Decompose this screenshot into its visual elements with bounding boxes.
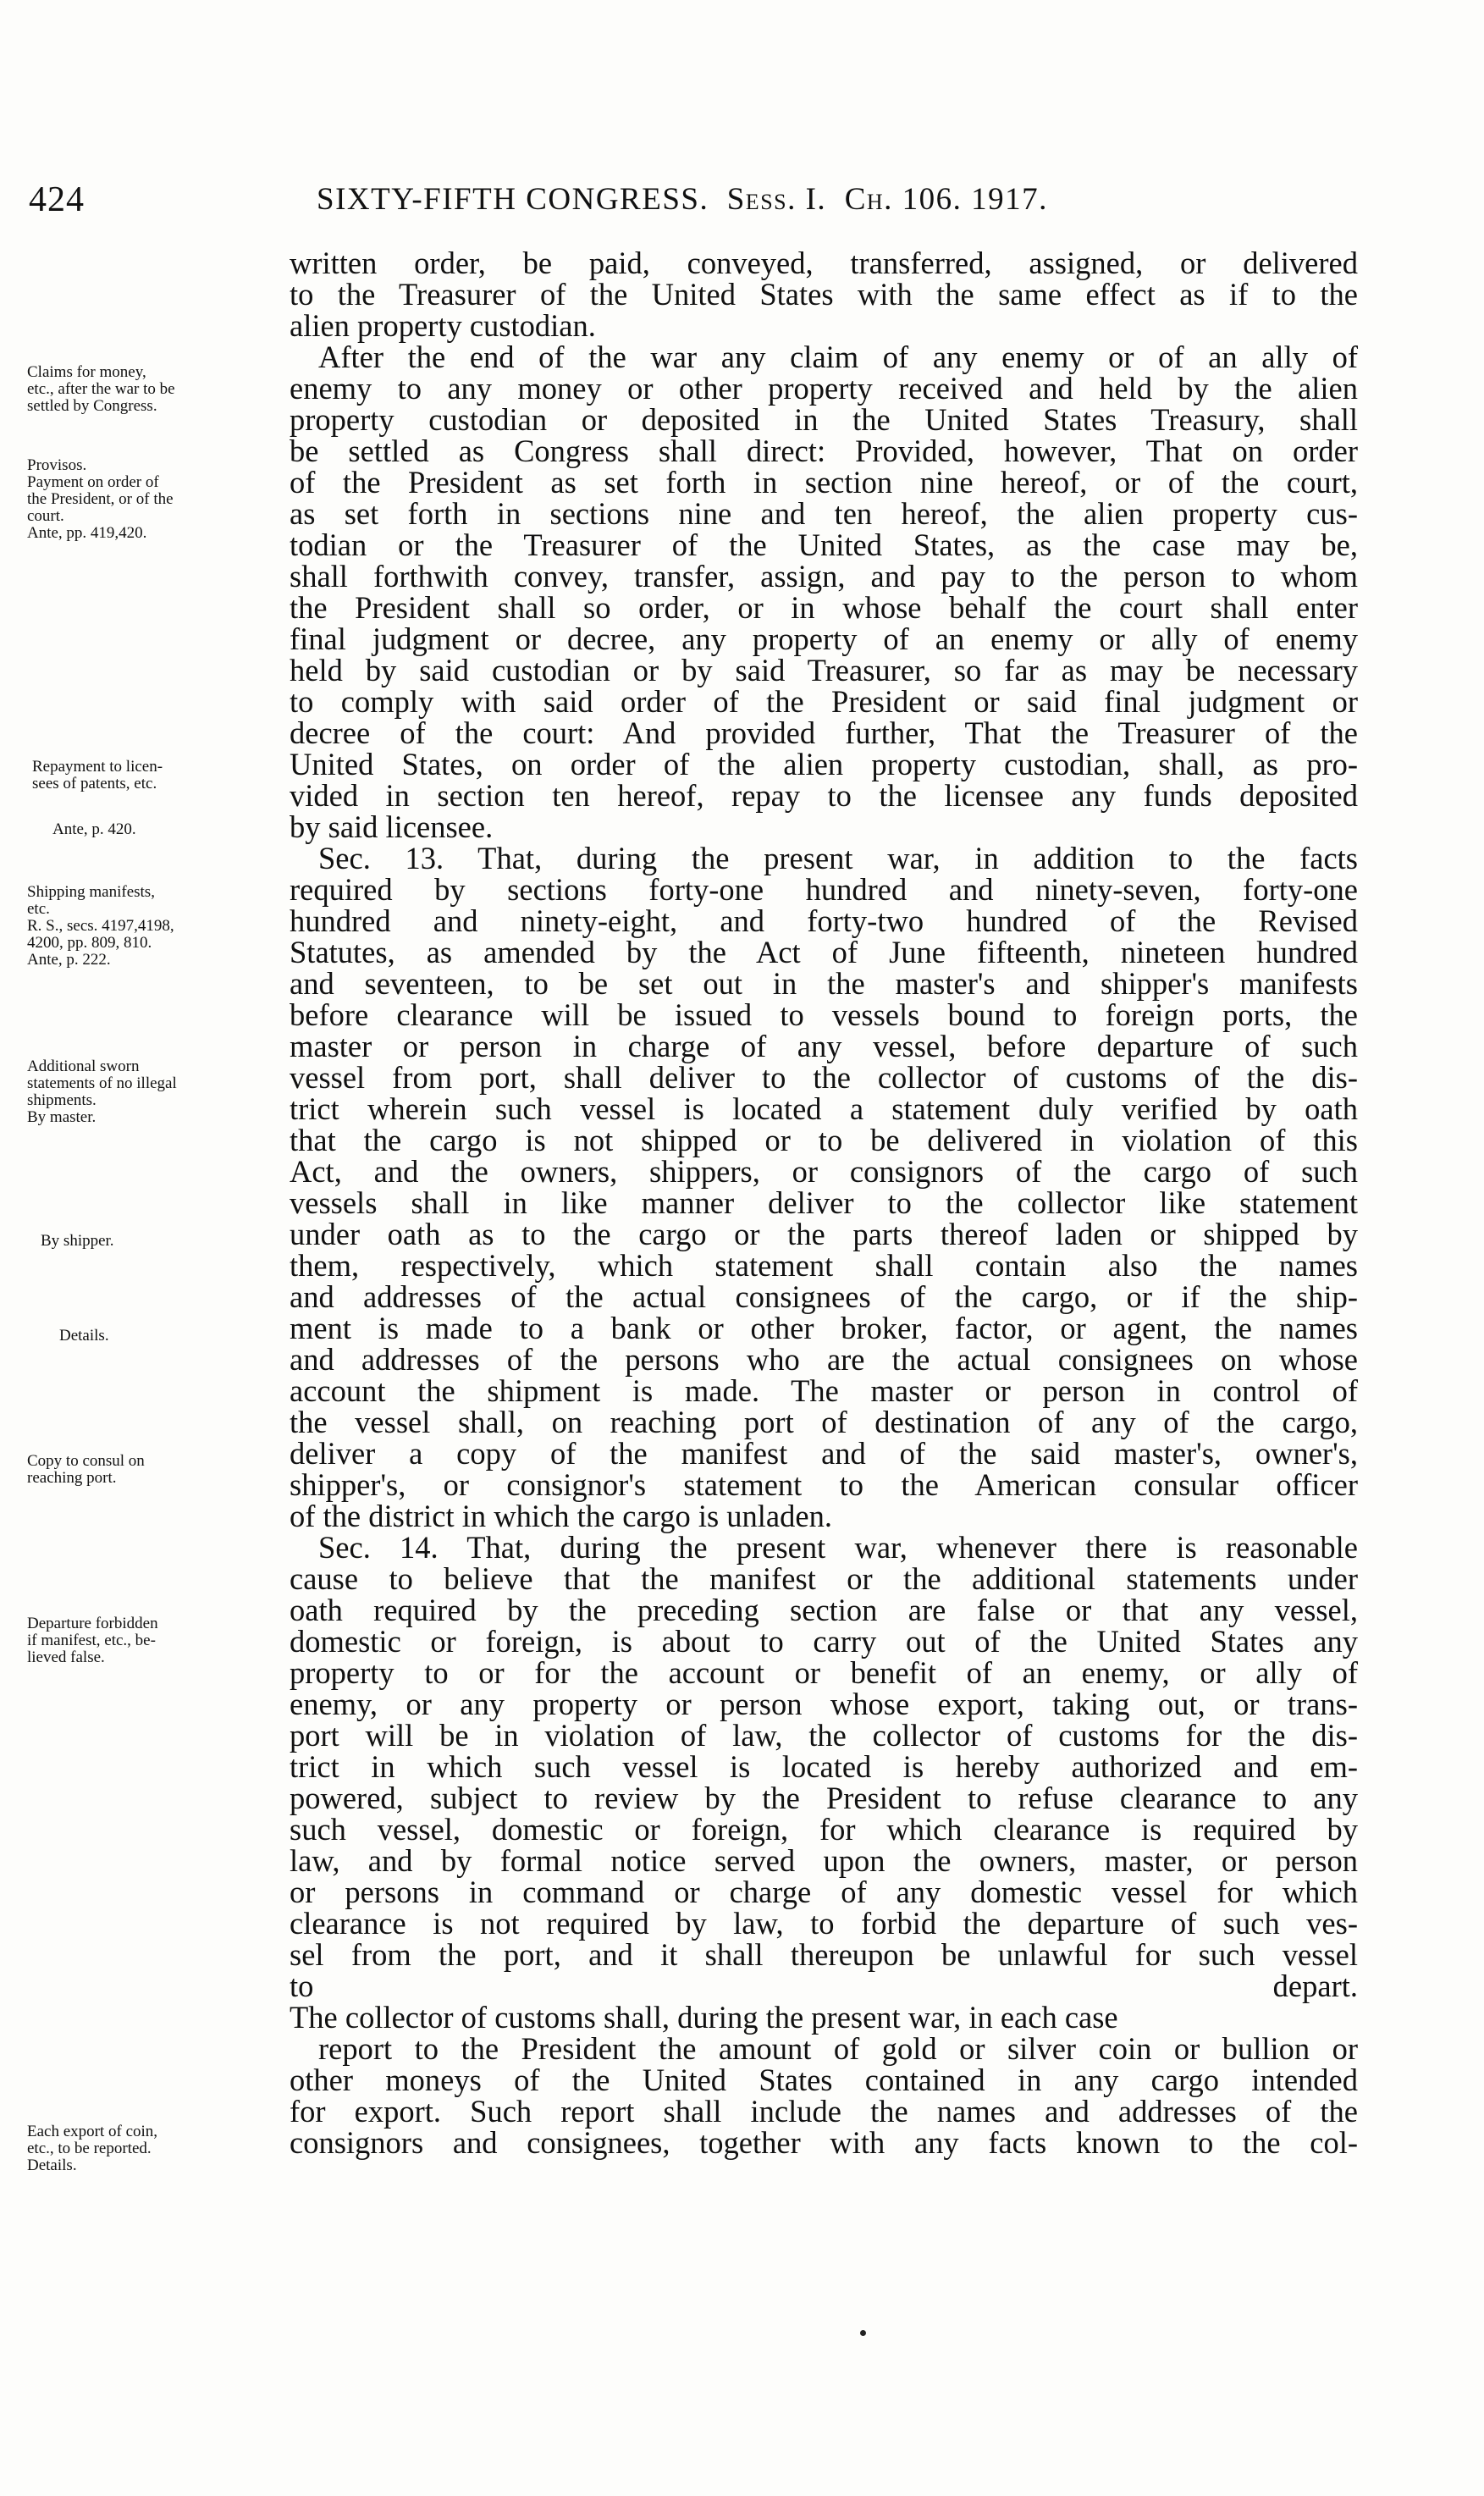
text-line: and addresses of the actual consignees of the cargo, or if the ship- [290, 1279, 1358, 1314]
text-line: todian or the Treasurer of the United States, as the case may be, [290, 527, 1358, 562]
marginal-note: Each export of coin, etc., to be reported. Details. [27, 2123, 158, 2174]
footer-mark [860, 2330, 866, 2336]
text-line: domestic or foreign, is about to carry out of the United States any [290, 1624, 1358, 1659]
text-line: Sec. 14. That, during the present war, whenever there is reasonable [318, 1530, 1358, 1565]
text-line: other moneys of the United States contained in any cargo intended [290, 2063, 1358, 2097]
page-number: 424 [29, 180, 85, 219]
text-line: or persons in command or charge of any domestic vessel for which [290, 1875, 1358, 1909]
text-line: powered, subject to review by the President to refuse clearance to any [290, 1781, 1358, 1815]
text-line: the vessel shall, on reaching port of destination of any of the cargo, [290, 1405, 1358, 1439]
running-head [317, 181, 1048, 218]
text-line: required by sections forty-one hundred and ninety-seven, forty-one [290, 872, 1358, 907]
text-line: by said licensee. [290, 809, 494, 844]
marginal-note: Claims for money, etc., after the war to be settled by Congress. [27, 363, 175, 415]
text-line: that the cargo is not shipped or to be delivered in violation of this [290, 1123, 1358, 1157]
text-line: clearance is not required by law, to forbid the departure of such ves- [290, 1906, 1358, 1941]
text-line: as set forth in sections nine and ten hereof, the alien property cus- [290, 496, 1358, 531]
text-line: master or person in charge of any vessel, before departure of such [290, 1029, 1358, 1063]
marginal-note: Departure forbidden if manifest, etc., be- lieved false. [27, 1615, 158, 1666]
text-line: deliver a copy of the manifest and of the said master's, owner's, [290, 1436, 1358, 1471]
text-line: law, and by formal notice served upon the owners, master, or person [290, 1843, 1358, 1878]
text-line: alien property custodian. [290, 308, 596, 343]
text-line: them, respectively, which statement shall contain also the names [290, 1248, 1358, 1283]
running-head-congress: SIXTY-FIFTH CONGRESS. [317, 182, 709, 217]
text-line: written order, be paid, conveyed, transferred, assigned, or delivered [290, 246, 1358, 280]
text-line: trict in which such vessel is located is hereby authorized and em- [290, 1749, 1358, 1784]
text-line: to depart. [290, 1969, 1358, 2003]
text-line: and addresses of the persons who are the actual consignees on whose [290, 1342, 1358, 1377]
text-line: trict wherein such vessel is located a statement duly verified by oath [290, 1091, 1358, 1126]
text-line: for export. Such report shall include the names and addresses of the [290, 2094, 1358, 2129]
text-line: United States, on order of the alien property custodian, shall, as pro- [290, 747, 1358, 781]
text-line: property custodian or deposited in the United States Treasury, shall [290, 402, 1358, 437]
text-line: hundred and ninety-eight, and forty-two hundred of the Revised [290, 903, 1358, 938]
marginal-note: Ante, p. 420. [52, 820, 136, 838]
text-line: Statutes, as amended by the Act of June fifteenth, nineteen hundred [290, 935, 1358, 969]
text-line: sel from the port, and it shall thereupon be unlawful for such vessel [290, 1937, 1358, 1972]
marginal-note: Details. [59, 1327, 109, 1345]
text-line: such vessel, domestic or foreign, for which clearance is required by [290, 1812, 1358, 1847]
text-line: vided in section ten hereof, repay to the licensee any funds deposited [290, 778, 1358, 813]
marginal-note: Copy to consul on reaching port. [27, 1452, 145, 1487]
text-line: enemy, or any property or person whose export, taking out, or trans- [290, 1687, 1358, 1721]
text-line: be settled as Congress shall direct: Provided, however, That on order [290, 433, 1358, 468]
marginal-note: Additional sworn statements of no illegal shipments. By master. [27, 1057, 177, 1126]
marginal-note: Provisos. Payment on order of the President, or of the court. Ante, pp. 419,420. [27, 456, 174, 542]
marginal-note: By shipper. [41, 1232, 114, 1250]
text-line: shipper's, or consignor's statement to the American consular officer [290, 1467, 1358, 1502]
text-line: account the shipment is made. The master or person in control of [290, 1373, 1358, 1408]
text-line: ment is made to a bank or other broker, factor, or agent, the names [290, 1311, 1358, 1345]
text-line: to comply with said order of the President or said final judgment or [290, 684, 1358, 719]
text-line: of the President as set forth in section nine hereof, or of the court, [290, 465, 1358, 500]
text-line: property to or for the account or benefit of an enemy, or ally of [290, 1655, 1358, 1690]
text-line: Act, and the owners, shippers, or consignors of the cargo of such [290, 1154, 1358, 1189]
marginal-note: Repayment to licen- sees of patents, etc. [32, 758, 163, 792]
text-line: of the district in which the cargo is unladen. [290, 1499, 832, 1533]
text-line: consignors and consignees, together with any facts known to the col- [290, 2125, 1358, 2160]
text-line: held by said custodian or by said Treasurer, so far as may be necessary [290, 653, 1358, 688]
text-line: before clearance will be issued to vessels bound to foreign ports, the [290, 997, 1358, 1032]
running-head-year: 1917. [971, 182, 1048, 217]
text-line: enemy to any money or other property received and held by the alien [290, 371, 1358, 406]
text-line: vessel from port, shall deliver to the collector of customs of the dis- [290, 1060, 1358, 1095]
text-line: oath required by the preceding section are false or that any vessel, [290, 1593, 1358, 1627]
text-line: shall forthwith convey, transfer, assign, and pay to the person to whom [290, 559, 1358, 594]
text-line: vessels shall in like manner deliver to the collector like statement [290, 1185, 1358, 1220]
text-line: The collector of customs shall, during the present war, in each case [290, 2000, 1118, 2035]
text-line: and seventeen, to be set out in the master's and shipper's manifests [290, 966, 1358, 1001]
text-line: under oath as to the cargo or the parts thereof laden or shipped by [290, 1217, 1358, 1251]
text-line [290, 2158, 1358, 2190]
running-head-chapter: Ch. 106. [844, 182, 963, 217]
text-line: After the end of the war any claim of any enemy or of an ally of [318, 340, 1358, 374]
text-line: report to the President the amount of gold or silver coin or bullion or [318, 2031, 1358, 2066]
text-line: cause to believe that the manifest or the additional statements under [290, 1561, 1358, 1596]
text-line: final judgment or decree, any property of an enemy or ally of enemy [290, 621, 1358, 656]
text-line: port will be in violation of law, the collector of customs for the dis- [290, 1718, 1358, 1753]
running-head-session: Sess. I. [726, 182, 827, 217]
marginal-note: Shipping manifests, etc. R. S., secs. 4197,4198, 4200, pp. 809, 810. Ante, p. 222. [27, 883, 174, 969]
text-line: the President shall so order, or in whose behalf the court shall enter [290, 590, 1358, 625]
text-line: decree of the court: And provided further, That the Treasurer of the [290, 715, 1358, 750]
text-line: to the Treasurer of the United States with the same effect as if to the [290, 277, 1358, 312]
marginal-notes [0, 0, 284, 2496]
text-line: Sec. 13. That, during the present war, in addition to the facts [318, 841, 1358, 875]
